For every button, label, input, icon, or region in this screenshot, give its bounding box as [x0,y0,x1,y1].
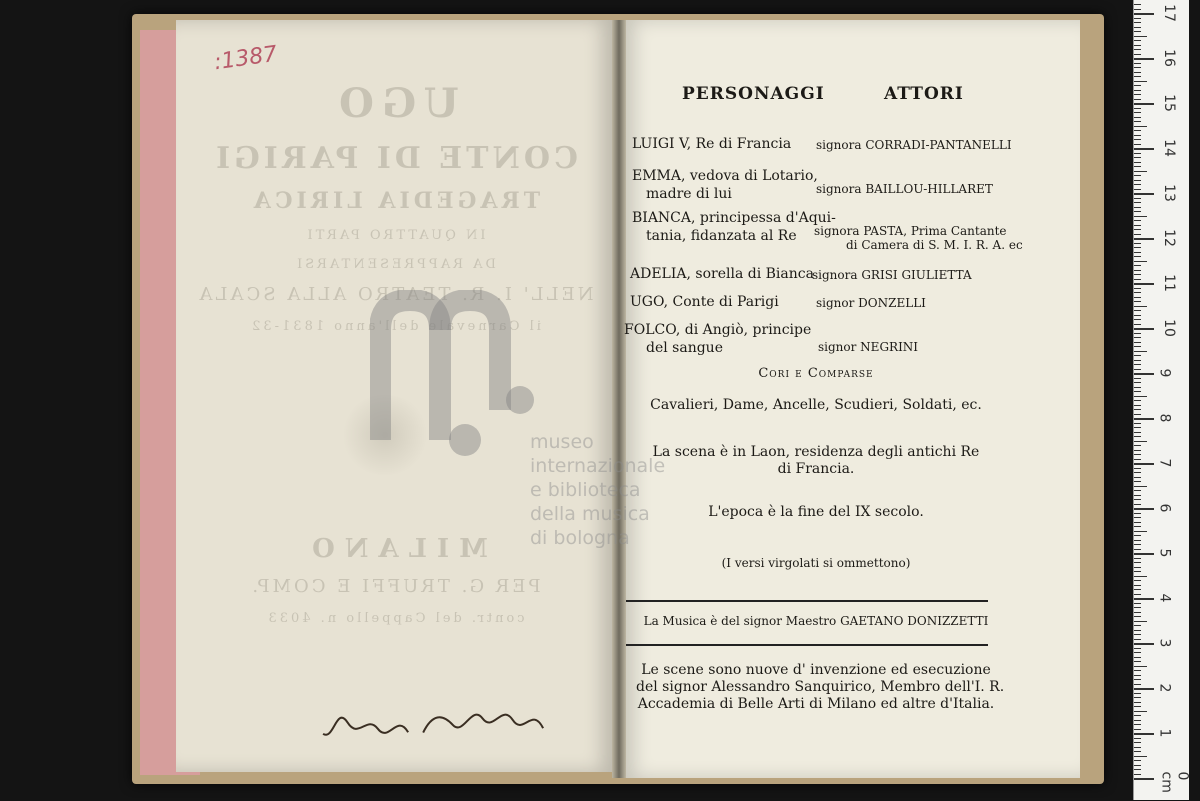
ruler-tick [1134,715,1141,716]
versi-note: (I versi virgolati si ommettono) [721,556,911,570]
ruler-tick [1134,90,1141,91]
ruler-tick [1134,603,1141,604]
ruler-tick [1134,621,1147,622]
ruler-tick [1134,733,1154,735]
ruler-label: 4 [1156,593,1173,603]
ruler-tick [1134,661,1141,662]
ruler-tick [1134,724,1141,725]
ruler-tick [1134,454,1141,455]
ruler-tick [1134,175,1141,176]
ruler-tick [1134,54,1141,55]
ruler-tick [1134,706,1141,707]
ruler-tick [1134,562,1141,563]
ruler-tick [1134,31,1141,32]
ruler-tick [1134,310,1141,311]
scene-credit-line-3: Accademia di Belle Arti di Milano ed altre d'Italia. [637,696,995,712]
ruler-tick [1134,657,1141,658]
ruler-tick [1134,769,1141,770]
ruler-tick [1134,697,1141,698]
ruler-tick [1134,135,1141,136]
ruler-tick [1134,189,1141,190]
divider-bottom [626,644,988,646]
ruler-tick [1134,184,1141,185]
ruler-tick [1134,342,1141,343]
ruler-tick [1134,391,1141,392]
ruler-tick [1134,279,1141,280]
ruler-tick [1134,517,1141,518]
ruler-tick [1134,211,1141,212]
ruler-tick [1134,747,1141,748]
ruler-tick [1134,256,1141,257]
ruler-tick [1134,121,1141,122]
ruler-tick [1134,261,1147,262]
ruler-tick [1134,513,1141,514]
cast-actor-adelia: signora GRISI GIULIETTA [812,268,972,282]
ruler-tick [1134,652,1141,653]
cast-role-bianca-line2: tania, fidanzata al Re [646,228,797,244]
ruler-tick [1134,202,1141,203]
ruler-tick [1134,711,1147,712]
ruler-tick [1134,387,1141,388]
measurement-ruler [1133,0,1189,800]
musica-credit: La Musica è del signor Maestro GAETANO DONIZZETTI [643,614,989,628]
ruler-tick [1134,634,1141,635]
ruler-tick [1134,319,1141,320]
ruler-tick [1134,337,1141,338]
cast-actor-bianca: signora PASTA, Prima Cantante [814,224,1007,238]
ruler-tick [1134,693,1141,694]
ruler-label: 16 [1160,49,1177,67]
ruler-tick [1134,306,1147,307]
ruler-label: 1 [1156,728,1173,738]
ruler-tick [1134,27,1141,28]
ruler-tick [1134,477,1141,478]
ruler-tick [1134,18,1141,19]
ruler-tick [1134,247,1141,248]
ruler-tick [1134,283,1154,285]
cast-actor-luigi: signora CORRADI-PANTANELLI [816,138,1012,152]
scene-credit-line-1: Le scene sono nuove d' invenzione ed esecuzione [641,662,991,678]
ruler-tick [1134,13,1154,15]
ruler-tick [1134,373,1154,375]
ruler-tick [1134,378,1141,379]
ruler-tick [1134,684,1141,685]
ruler-label: 13 [1160,184,1177,202]
ruler-tick [1134,85,1141,86]
ruler-tick [1134,153,1141,154]
handwritten-catalog-number: :1387 [212,41,279,76]
ruler-tick [1134,252,1141,253]
ruler-tick [1134,576,1147,577]
ruler-tick [1134,45,1141,46]
ruler-tick [1134,216,1147,217]
ruler-tick [1134,760,1141,761]
ruler-tick [1134,76,1141,77]
ruler-tick [1134,193,1154,195]
ruler-tick [1134,265,1141,266]
ruler-tick [1134,765,1141,766]
ghost-title-line: CONTE DI PARIGI [212,141,578,176]
ruler-tick [1134,486,1147,487]
museum-logo-icon [370,290,540,460]
ruler-tick [1134,670,1141,671]
watermark-line-2: e biblioteca della musica [530,479,650,525]
ruler-tick [1134,63,1141,64]
ruler-tick [1134,81,1147,82]
ruler-tick [1134,463,1154,465]
ruler-tick [1134,756,1147,757]
ruler-tick [1134,639,1141,640]
ruler-tick [1134,166,1141,167]
ruler-tick [1134,229,1141,230]
ruler-tick [1134,22,1141,23]
ruler-tick [1134,481,1141,482]
ghost-theatre-line: NELL' I. R. TEATRO ALLA SCALA [196,284,594,305]
ruler-tick [1134,117,1141,118]
ruler-tick [1134,292,1141,293]
ruler-tick [1134,405,1141,406]
ruler-tick [1134,594,1141,595]
ruler-tick [1134,360,1141,361]
ruler-tick [1134,567,1141,568]
cori-heading: Cori e Comparse [758,366,874,381]
ruler-tick [1134,364,1141,365]
ruler-tick [1134,742,1141,743]
ruler-tick [1134,36,1147,37]
ruler-tick [1134,675,1141,676]
header-personaggi: PERSONAGGI [682,84,825,104]
ruler-tick [1134,774,1141,775]
ruler-tick [1134,112,1141,113]
ruler-tick [1134,612,1141,613]
ruler-tick [1134,499,1141,500]
cast-actor-bianca-line2: di Camera di S. M. I. R. A. ec [846,238,1023,252]
ruler-label: 2 [1156,683,1173,693]
ruler-tick [1134,423,1141,424]
divider-top [626,600,988,602]
ruler-tick [1134,144,1141,145]
cast-actor-folco: signor NEGRINI [818,340,919,354]
header-attori: ATTORI [884,84,964,104]
ruler-tick [1134,139,1141,140]
ruler-label: 17 [1160,4,1177,22]
scene-credit-line-2: del signor Alessandro Sanquirico, Membro dell'I. R. [636,679,1005,695]
cast-role-emma-line2: madre di lui [646,186,732,202]
ruler-tick [1134,346,1141,347]
ruler-tick [1134,49,1141,50]
ruler-tick [1134,418,1154,420]
ruler-label: 12 [1160,229,1177,247]
ruler-tick [1134,180,1141,181]
ruler-tick [1134,679,1141,680]
ruler-tick [1134,778,1154,780]
ruler-tick [1134,522,1141,523]
ruler-tick [1134,720,1141,721]
scena-line-1: La scena è in Laon, residenza degli antichi Re [652,444,980,460]
ruler-tick [1134,472,1141,473]
ruler-tick [1134,220,1141,221]
ruler-tick [1134,400,1141,401]
ghost-address-line: contr. del Cappello n. 4033 [265,611,525,626]
ruler-tick [1134,490,1141,491]
ruler-tick [1134,495,1141,496]
ruler-label: 7 [1156,458,1173,468]
ruler-tick [1134,369,1141,370]
ghost-parts-line: IN QUATTRO PARTI [304,228,486,243]
ruler-tick [1134,234,1141,235]
cast-role-emma: EMMA, vedova di Lotario, [632,168,818,184]
ruler-tick [1134,729,1141,730]
ruler-tick [1134,441,1147,442]
ruler-tick [1134,315,1141,316]
cast-role-folco-line2: del sangue [646,340,723,356]
ruler-label: 5 [1156,548,1173,558]
ruler-tick [1134,72,1141,73]
ruler-tick [1134,9,1141,10]
ruler-tick [1134,288,1141,289]
ruler-tick [1134,445,1141,446]
ruler-tick [1134,94,1141,95]
ruler-tick [1134,607,1141,608]
ruler-tick [1134,526,1141,527]
ruler-tick [1134,589,1141,590]
ruler-tick [1134,504,1141,505]
ruler-tick [1134,99,1141,100]
ruler-tick [1134,666,1147,667]
ruler-tick [1134,382,1141,383]
cast-actor-ugo: signor DONZELLI [816,296,926,310]
ruler-tick [1134,301,1141,302]
cast-role-folco: FOLCO, di Angiò, principe [624,322,812,338]
ruler-tick [1134,508,1154,510]
ghost-season-line: il Carnevale dell'anno 1831-32 [249,319,541,334]
ruler-tick [1134,328,1154,330]
ruler-tick [1134,553,1154,555]
ruler-tick [1134,108,1141,109]
ruler-tick [1134,270,1141,271]
ruler-tick [1134,598,1154,600]
ruler-tick [1134,432,1141,433]
ruler-label: 14 [1160,139,1177,157]
ruler-tick [1134,630,1141,631]
ruler-tick [1134,198,1141,199]
ghost-title-ugo: UGO [331,80,459,127]
ruler-tick [1134,643,1154,645]
ruler-tick [1134,450,1141,451]
ghost-rappresentarsi-line: DA RAPPRESENTARSI [294,257,496,272]
ruler-tick [1134,414,1141,415]
ruler-tick [1134,324,1141,325]
ruler-tick [1134,171,1147,172]
ruler-tick [1134,409,1141,410]
ruler-label: 3 [1156,638,1173,648]
ruler-tick [1134,103,1154,105]
watermark-line-1: museo internazionale [530,431,666,477]
ruler-tick [1134,333,1141,334]
ruler-tick [1134,544,1141,545]
ruler-tick [1134,585,1141,586]
ruler-tick [1134,558,1141,559]
ruler-tick [1134,580,1141,581]
ruler-tick [1134,751,1141,752]
ruler-tick [1134,238,1154,240]
ruler-tick [1134,4,1141,5]
ruler-tick [1134,130,1141,131]
ruler-label: 11 [1160,274,1177,292]
ruler-tick [1134,625,1141,626]
ruler-tick [1134,40,1141,41]
epoca-line: L'epoca è la fine del IX secolo. [708,504,924,520]
ruler-label: 6 [1156,503,1173,513]
ruler-tick [1134,243,1141,244]
ghost-genre-line: TRAGEDIA LIRICA [249,188,541,214]
ruler-tick [1134,207,1141,208]
ruler-tick [1134,58,1154,60]
ruler-tick [1134,571,1141,572]
watermark-line-3: di bologna [530,527,630,549]
ruler-tick [1134,297,1141,298]
ruler-label: 8 [1156,413,1173,423]
ruler-tick [1134,162,1141,163]
ruler-tick [1134,126,1147,127]
ruler-tick [1134,549,1141,550]
ruler-tick [1134,688,1154,690]
ruler-tick [1134,225,1141,226]
ruler-tick [1134,67,1141,68]
ghost-printer-line: PER G. TRUFFI E COMP. [249,576,541,597]
ruler-tick [1134,535,1141,536]
ruler-tick [1134,396,1147,397]
ruler-tick [1134,436,1141,437]
cast-role-bianca: BIANCA, principessa d'Aqui- [632,210,836,226]
ruler-tick [1134,427,1141,428]
ruler-tick [1134,702,1141,703]
ruler-label: 0 cm [1158,771,1191,793]
ruler-tick [1134,459,1141,460]
ruler-tick [1134,351,1147,352]
cast-actor-emma: signora BAILLOU-HILLARET [816,182,993,196]
ruler-tick [1134,540,1141,541]
ghost-city-line: MILANO [302,534,488,564]
ruler-tick [1134,616,1141,617]
ruler-tick [1134,648,1141,649]
scena-line-2: di Francia. [777,461,855,477]
ruler-tick [1134,355,1141,356]
cast-role-adelia: ADELIA, sorella di Bianca [630,266,814,282]
cast-role-ugo: UGO, Conte di Parigi [630,294,779,310]
ruler-tick [1134,157,1141,158]
ruler-label: 15 [1160,94,1177,112]
ruler-label: 9 [1156,368,1173,378]
ruler-label: 10 [1160,319,1177,337]
cori-list: Cavalieri, Dame, Ancelle, Scudieri, Soldati, ec. [650,397,982,413]
cast-role-luigi: LUIGI V, Re di Francia [632,136,792,152]
ruler-tick [1134,468,1141,469]
ruler-tick [1134,148,1154,150]
ruler-tick [1134,274,1141,275]
ruler-tick [1134,531,1147,532]
ruler-tick [1134,738,1141,739]
